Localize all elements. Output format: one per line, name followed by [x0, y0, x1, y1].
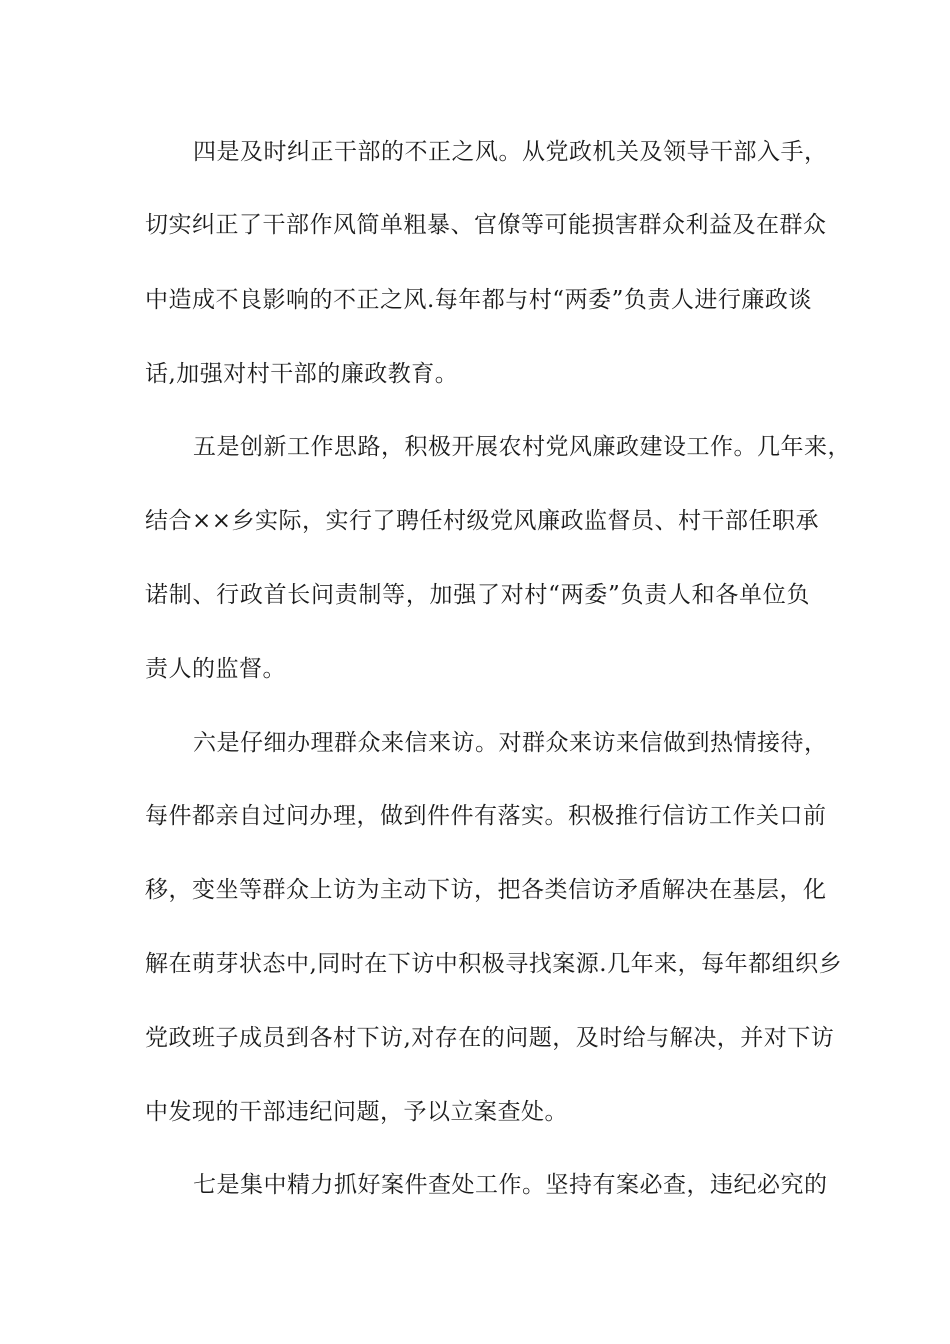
paragraph-line: 话,加强对村干部的廉政教育。: [145, 361, 459, 387]
paragraph-line: 六是仔细办理群众来信来访。对群众来访来信做到热情接待，: [193, 730, 828, 756]
paragraph-line: 诺制、行政首长问责制等，加强了对村“两委”负责人和各单位负: [145, 582, 810, 608]
paragraph-line: 党政班子成员到各村下访,对存在的问题，及时给与解决，并对下访: [145, 1025, 835, 1051]
paragraph-line: 四是及时纠正干部的不正之风。从党政机关及领导干部入手，: [193, 139, 828, 165]
paragraph-line: 七是集中精力抓好案件查处工作。坚持有案必查，违纪必究的: [193, 1172, 828, 1198]
paragraph-line: 中发现的干部违纪问题，予以立案查处。: [145, 1099, 568, 1125]
paragraph-line: 中造成不良影响的不正之风.每年都与村“两委”负责人进行廉政谈: [145, 287, 812, 313]
paragraph-line: 责人的监督。: [145, 656, 286, 682]
paragraph-line: 结合××乡实际，实行了聘任村级党风廉政监督员、村干部任职承: [145, 508, 820, 534]
paragraph-line: 移，变坐等群众上访为主动下访，把各类信访矛盾解决在基层，化: [145, 877, 827, 903]
paragraph-line: 每件都亲自过问办理，做到件件有落实。积极推行信访工作关口前: [145, 803, 827, 829]
paragraph-line: 切实纠正了干部作风简单粗暴、官僚等可能损害群众利益及在群众: [145, 212, 827, 238]
paragraph-line: 解在萌芽状态中,同时在下访中积极寻找案源.几年来，每年都组织乡: [145, 951, 843, 977]
paragraph-line: 五是创新工作思路，积极开展农村党风廉政建设工作。几年来，: [193, 434, 851, 460]
